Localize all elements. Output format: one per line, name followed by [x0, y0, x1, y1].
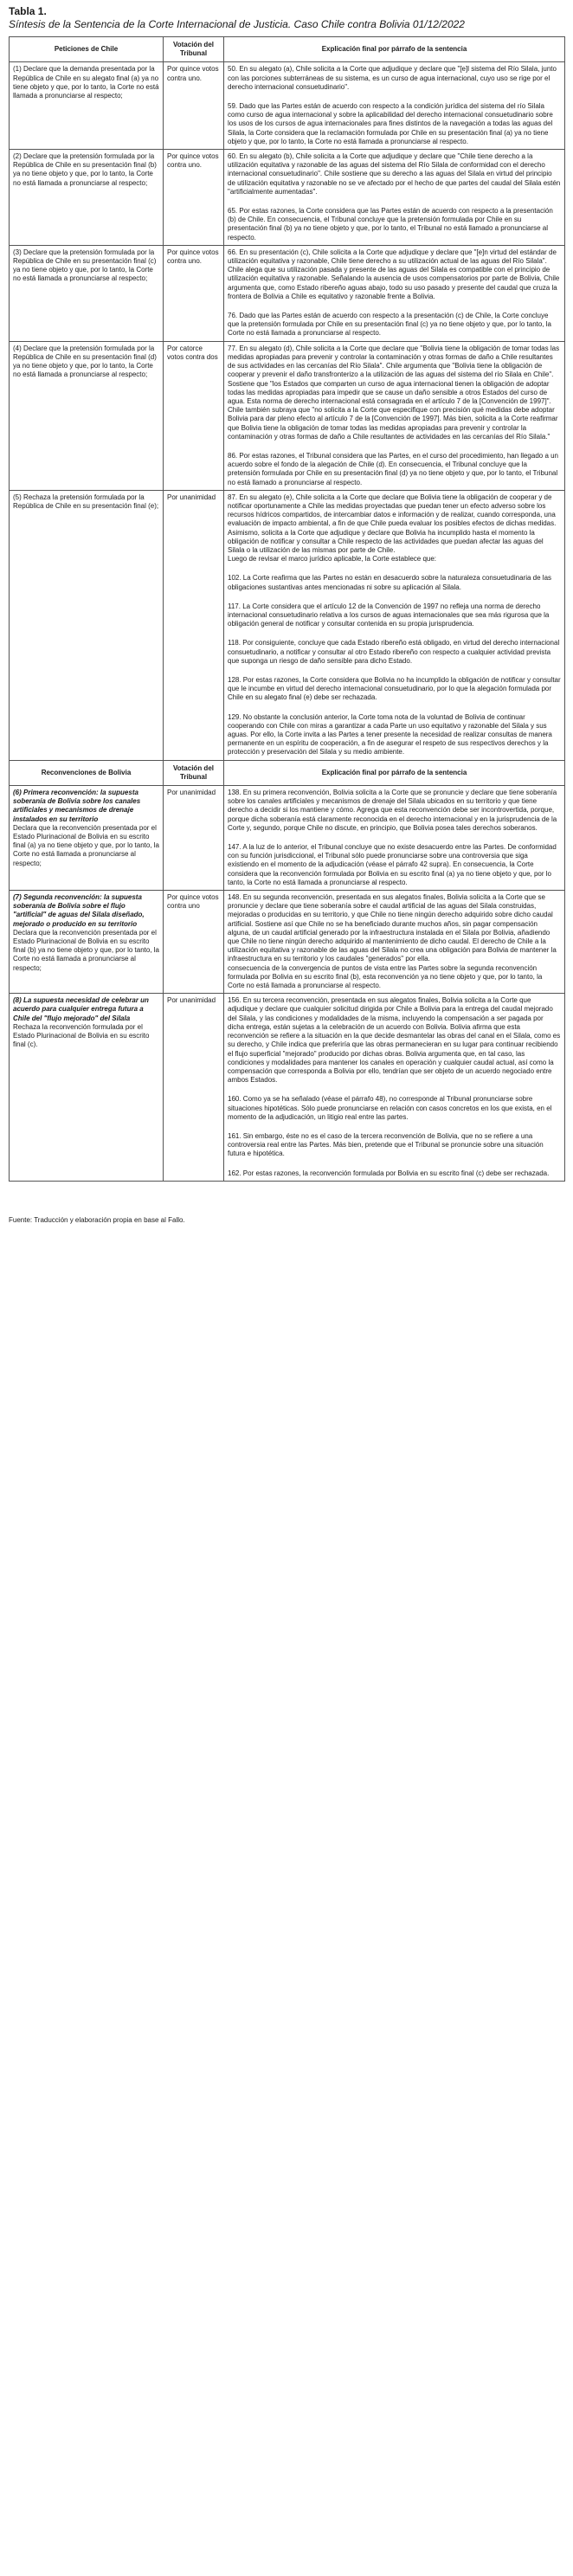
petition-text: (4) Declare que la pretensión formulada por la República de Chile en su presentación final (d) ya no tiene objeto y que, por lo tanto, la Corte no está llamada a pronunciarse al respecto; — [13, 344, 157, 379]
bolivia-header-row — [10, 760, 565, 785]
judgment-paragraph: 66. En su presentación (c), Chile solicita a la Corte que adjudique y declare que "[e]n virtud del estándar de utilización equitativa y razonable, Chile tiene derecho a su utilización actual de las aguas del Río Silala". Chile alega que su utilización pasada y presente de las aguas del Silala es compatible con el principio de utilización equitativa y razonable. Señalando la ausencia de usos compensatorios por parte de Bolivia, Chile argumenta que, como Estado ribereño aguas abajo, todo su uso pasado y presente del caudal que cruza la frontera de Bolivia a Chile es equitativo y razonable frente a Bolivia. — [228, 248, 560, 300]
vote-cell: Por unanimidad — [164, 994, 224, 1181]
petition-text: (3) Declare que la pretensión formulada por la República de Chile en su presentación final (c) ya no tiene objeto y que, por lo tanto, la Corte no está llamada a pronunciarse al respecto; — [13, 248, 157, 283]
table-subtitle: Síntesis de la Sentencia de la Corte Internacional de Justicia. Caso Chile contra Bolivia 01/12/2022 — [9, 18, 465, 30]
judgment-paragraph: 60. En su alegato (b), Chile solicita a la Corte que adjudique y declare que "Chile tiene derecho a la utilización equitativa y razonable de las aguas del sistema del Río Silala de conformidad con el derecho internacional consuetudinario". Chile sostiene que su derecho a las aguas del Silala en virtud del principio de utilización equitativa y razonable no se ve afectado por el hecho de que partes del caudal del Silala estén "artificialmente aumentadas". — [228, 152, 561, 196]
chile-row — [10, 150, 565, 246]
explanation-cell — [224, 62, 565, 150]
explanation-cell — [224, 786, 565, 891]
counterclaim-heading: (8) La supuesta necesidad de celebrar un acuerdo para cualquier entrega futura a Chile del "flujo mejorado" del Silala — [13, 996, 149, 1022]
explanation-cell — [224, 490, 565, 760]
judgment-paragraph: 162. Por estas razones, la reconvención formulada por Bolivia en su escrito final (c) debe ser rechazada. — [228, 1169, 550, 1177]
vote-cell: Por unanimidad — [164, 490, 224, 760]
chile-row — [10, 490, 565, 760]
petition-cell — [10, 150, 164, 246]
explanation-cell — [224, 150, 565, 246]
petition-text: (2) Declare que la pretensión formulada por la República de Chile en su presentación final (b) ya no tiene objeto y que, por lo tanto, la Corte no está llamada a pronunciarse al respecto; — [13, 152, 157, 187]
judgment-paragraph: 87. En su alegato (e), Chile solicita a la Corte que declare que Bolivia tiene la obligación de cooperar y de notificar oportunamente a Chile las medidas proyectadas que puedan tener un efecto adverso sobre los recursos hídricos compartidos, de intercambiar datos e información y de realizar, cuando corresponda, una evaluación de impacto ambiental, a fin de que Chile pueda evaluar los posibles efectos de dichas medidas. Asimismo, solicita a la Corte que adjudique y declare que Bolivia ha incumplido hasta el momento la obligación de notificar y consultar a Chile respecto de las actividades que puedan afectar las aguas del Silala o la utilización de las mismas por parte de Chile. Luego de revisar el marco jurídico aplicable, la Corte establece que: — [228, 493, 557, 564]
petition-text: (1) Declare que la demanda presentada por la República de Chile en su alegato final (a) ya no tiene objeto y que, por lo tanto, la Corte no está llamada a pronunciarse al respecto; — [13, 65, 159, 100]
vote-cell: Por quince votos contra uno. — [164, 245, 224, 341]
petition-text: (5) Rechaza la pretensión formulada por la República de Chile en su presentación final (e); — [13, 493, 159, 510]
vote-cell: Por quince votos contra uno — [164, 891, 224, 994]
judgment-paragraph: 138. En su primera reconvención, Bolivia solicita a la Corte que se pronuncie y declare que tiene soberanía sobre los canales artificiales y mecanismos de drenaje del Silala ubicados en su territorio y que tiene derecho a decidir si los mantiene y cómo. Agrega que esta reconvención debe ser incontrovertida, porque, porque dicha soberanía está claramente reconocida en el derecho internacional y en la jurisprudencia de la Corte y, segundo, porque Chile no discute, en principio, que Bolivia posea tales derechos soberanos. — [228, 789, 557, 832]
header-vote: Votación del Tribunal — [164, 760, 224, 785]
judgment-paragraph: 65. Por estas razones, la Corte considera que las Partes están de acuerdo con respecto a la presentación (b) de Chile. En consecuencia, el Tribunal concluye que la pretensión formulada por Chile en su presentación final (b) ya no tiene objeto y que, por lo tanto, el Tribunal no está llamado a pronunciarse al respecto. — [228, 207, 553, 242]
judgment-paragraph: 129. No obstante la conclusión anterior, la Corte toma nota de la voluntad de Bolivia de continuar cooperando con Chile con miras a garantizar a cada Parte un uso equitativo y razonable del Silala y sus aguas. Por ello, la Corte invita a las Partes a tener presente la necesidad de realizar consultas de manera permanente en un espíritu de cooperación, a fin de asegurar el respeto de sus respectivos derechos y la protección y preservación del Silala y su medio ambiente. — [228, 712, 552, 757]
explanation-cell — [224, 245, 565, 341]
bolivia-row — [10, 786, 565, 891]
judgment-paragraph: 128. Por estas razones, la Corte considera que Bolivia no ha incumplido la obligación de notificar y consultar que le incumbe en virtud del derecho internacional consuetudinario, por lo que la alegación formulada por Chile en su alegato final (e) debe ser rechazada. — [228, 675, 561, 702]
chile-row — [10, 62, 565, 150]
judgment-paragraph: 76. Dado que las Partes están de acuerdo con respecto a la presentación (c) de Chile, la Corte concluye que la pretensión formulada por Chile en su presentación final (c) ya no tiene objeto y que, por lo tanto, la Corte no está llamada a pronunciarse al respecto. — [228, 312, 552, 338]
explanation-cell — [224, 341, 565, 490]
petition-text: Declara que la reconvención presentada por el Estado Plurinacional de Bolivia en su escrito final (a) ya no tiene objeto y que, por lo tanto, la Corte no está llamada a pronunciarse al respecto; — [13, 823, 159, 867]
counterclaim-heading: (6) Primera reconvención: la supuesta soberanía de Bolivia sobre los canales artificiales y mecanismos de drenaje instalados en su territorio — [13, 789, 141, 823]
petition-text: Declara que la reconvención presentada por el Estado Plurinacional de Bolivia en su escrito final (b) ya no tiene objeto y que, por lo tanto, la Corte no está llamada a pronunciarse al respecto; — [13, 928, 159, 972]
chile-header-row — [10, 37, 565, 62]
judgment-paragraph: 102. La Corte reafirma que las Partes no están en desacuerdo sobre la naturaleza consuetudinaria de las obligaciones sustantivas antes mencionadas ni sobre su aplicación al Silala. — [228, 574, 552, 591]
header-counterclaims: Reconvenciones de Bolivia — [10, 760, 164, 785]
vote-cell: Por quince votos contra uno. — [164, 150, 224, 246]
table-title: Tabla 1. — [9, 5, 47, 17]
explanation-cell — [224, 891, 565, 994]
judgment-paragraph: 59. Dado que las Partes están de acuerdo con respecto a la condición jurídica del sistema del río Silala como curso de agua internacional y sobre la aplicabilidad del derecho internacional consuetudinario sobre los usos de los cursos de agua internacionales para fines distintos de la navegación a todas las aguas del Silala, la Corte considera que la reclamación formulada por Chile en su presentación final (a) ya no tiene objeto y que, por lo tanto, la Corte no está llamada a pronunciarse al respecto. — [228, 102, 553, 145]
petition-cell — [10, 994, 164, 1181]
header-explanation: Explicación final por párrafo de la sentencia — [224, 760, 565, 785]
judgment-paragraph: 86. Por estas razones, el Tribunal considera que las Partes, en el curso del procedimiento, han llegado a un acuerdo sobre el fondo de la alegación de Chile (d). En consecuencia, el Tribunal concluye que la pretensión formulada por Chile en su presentación final (d) ya no tiene objeto y que, por lo tanto, el Tribunal no está llamado a pronunciarse al respecto. — [228, 451, 559, 486]
sentence-summary-table — [9, 36, 565, 1182]
judgment-paragraph: 148. En su segunda reconvención, presentada en sus alegatos finales, Bolivia solicita a la Corte que se pronuncie y declare que tiene soberanía sobre el caudal artificial de las aguas del Silala construidas, mejoradas o producidas en su territorio, y que Chile no tiene ningún derecho adquirido sobre dicho caudal artificial. Sostiene así que Chile no se ha beneficiado durante muchos años, sin pagar compensación alguna, de un caudal artificial generado por la infraestructura instalada en el Silala por Bolivia, añadiendo que Chile no tiene ningún derecho adquirido al mantenimiento de dicho caudal. El derecho de Chile a la utilización equitativa y razonable de las aguas del Silala no crea una obligación para Bolivia de mantener la infraestructura en su territorio y los caudales "generados" por ella. consecuencia de la convergencia de puntos de vista entre las Partes sobre la segunda reconvención formulada por Bolivia en su escrito final (b), esta reconvención ya no tiene objeto y que, por lo tanto, la Corte no está llamada a pronunciarse al respecto. — [228, 893, 557, 990]
petition-text: Rechaza la reconvención formulada por el Estado Plurinacional de Bolivia en su escrito final (c). — [13, 1022, 150, 1049]
header-explanation: Explicación final por párrafo de la sentencia — [224, 37, 565, 62]
bolivia-row — [10, 891, 565, 994]
judgment-paragraph: 50. En su alegato (a), Chile solicita a la Corte que adjudique y declare que "[e]l sistema del Río Silala, junto con las porciones subterráneas de su sistema, es un curso de agua internacional, cuyo uso se rige por el derecho internacional consuetudinario". — [228, 65, 557, 91]
judgment-paragraph: 147. A la luz de lo anterior, el Tribunal concluye que no existe desacuerdo entre las Partes. De conformidad con su función jurisdiccional, el Tribunal sólo puede pronunciarse sobre una controversia que siga existiendo en el momento de la adjudicación (véase el párrafo 42 supra). En consecuencia, la Corte considera que la reconvención formulada por Bolivia en su escrito final (a) ya no tiene objeto y que, por lo tanto, la Corte no está llamada a pronunciarse al respecto. — [228, 843, 557, 886]
chile-row — [10, 245, 565, 341]
header-vote: Votación del Tribunal — [164, 37, 224, 62]
petition-cell — [10, 341, 164, 490]
explanation-cell — [224, 994, 565, 1181]
judgment-paragraph: 77. En su alegato (d), Chile solicita a la Corte que declare que "Bolivia tiene la obligación de tomar todas las medidas apropiadas para prevenir y controlar la contaminación y otras formas de daño a Chile resultantes de sus actividades en las cercanías del Río Silala". Chile argumenta que "Bolivia tiene la obligación de cooperar y prevenir el daño transfronterizo a la utilización de las aguas del sistema del río Silala en Chile". Sostiene que "los Estados que comparten un curso de agua internacional tienen la obligación de adoptar todas las medidas apropiadas para impedir que se cause un daño sensible a otros Estados del curso de agua. Esta norma de derecho internacional está consagrada en el artículo 7 de la [Convención de 1997]". Chile también subraya que "no solicita a la Corte que especifique con precisión qué medidas debe adoptar Bolivia para dar pleno efecto al artículo 7 de la [Convención de 1997]. Más bien, solicita a la Corte reafirmar que Bolivia tiene la obligación de tomar todas las medidas apropiadas para prevenir y controlar la contaminación y otras formas de daño a Chile resultantes de actividades en las cercanías del Río Silala." — [228, 344, 560, 441]
header-petitions: Peticiones de Chile — [10, 37, 164, 62]
judgment-paragraph: 117. La Corte considera que el artículo 12 de la Convención de 1997 no refleja una norma de derecho internacional consuetudinario relativa a los cursos de aguas internacionales que sea más rigurosa que la obligación general de notificar y consultar contenida en su propia jurisprudencia. — [228, 602, 550, 628]
petition-cell — [10, 786, 164, 891]
counterclaim-heading: (7) Segunda reconvención: la supuesta soberanía de Bolivia sobre el flujo "artificial" de aguas del Silala diseñado, mejorado o producido en su territorio — [13, 893, 145, 928]
document-page — [9, 0, 564, 1224]
petition-cell — [10, 891, 164, 994]
vote-cell: Por catorce votos contra dos — [164, 341, 224, 490]
source-note: Fuente: Traducción y elaboración propia en base al Fallo. — [9, 1215, 185, 1224]
judgment-paragraph: 156. En su tercera reconvención, presentada en sus alegatos finales, Bolivia solicita a la Corte que adjudique y declare que cualquier solicitud dirigida por Chile a Bolivia para la entrega del caudal mejorado del Silala, y las condiciones y modalidades de la misma, incluyendo la compensación a ser pagada por dicha entrega, están sujetas a la celebración de un acuerdo con Bolivia. Bolivia afirma que esta reconvención se refiere a la situación en la que decide desmantelar las obras del canal en el Silala, como es su derecho, y Chile indica que preferiría que las obras permanecieran en su lugar para continuar recibiendo el flujo superficial "mejorado" producido por dichas obras. Bolivia argumenta que, en tal caso, las condiciones y modalidades para mantener los canales en operación y cualquier caudal actual, así como la compensación que corresponda a Bolivia por ello, tendrían que ser objeto de un acuerdo negociado entre ambos Estados. — [228, 996, 561, 1085]
petition-cell — [10, 245, 164, 341]
chile-row — [10, 341, 565, 490]
judgment-paragraph: 118. Por consiguiente, concluye que cada Estado ribereño está obligado, en virtud del derecho internacional consuetudinario, a notificar y consultar al otro Estado ribereño con respecto a cualquier actividad prevista que suponga un riesgo de daño sensible para dicho Estado. — [228, 639, 560, 665]
bolivia-row — [10, 994, 565, 1181]
vote-cell: Por quince votos contra uno. — [164, 62, 224, 150]
petition-cell — [10, 490, 164, 760]
judgment-paragraph: 160. Como ya se ha señalado (véase el párrafo 48), no corresponde al Tribunal pronunciarse sobre situaciones hipotéticas. Sólo puede pronunciarse en relación con casos concretos en los que exista, en el momento de la adjudicación, un litigio real entre las partes. — [228, 1095, 552, 1121]
vote-cell: Por unanimidad — [164, 786, 224, 891]
petition-cell — [10, 62, 164, 150]
judgment-paragraph: 161. Sin embargo, éste no es el caso de la tercera reconvención de Bolivia, que no se refiere a una controversia real entre las Partes. Más bien, pretende que el Tribunal se pronuncie sobre una situación futura e hipotética. — [228, 1131, 544, 1158]
